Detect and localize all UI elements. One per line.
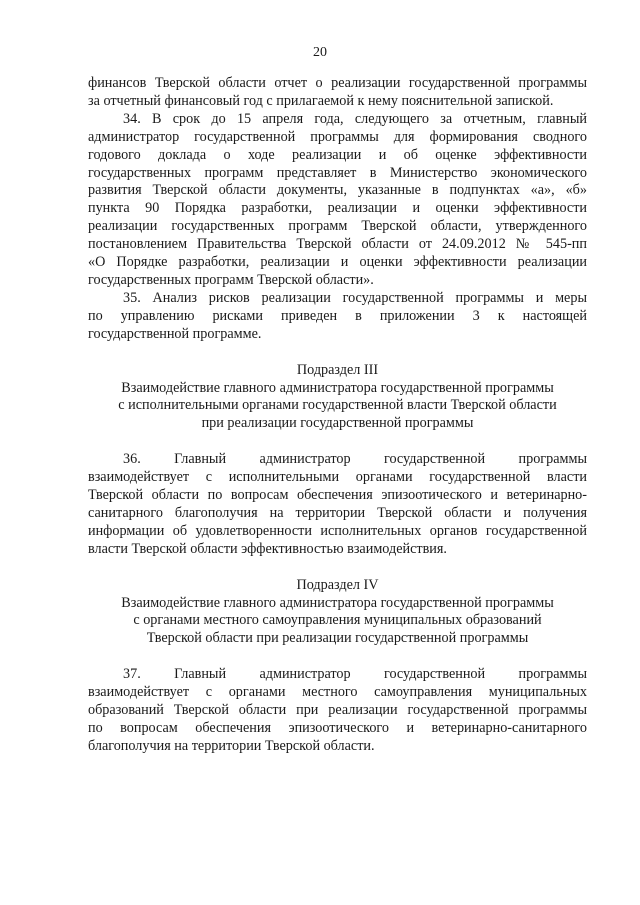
subsection-heading-3 xyxy=(88,362,587,434)
text-line: Тверской области по вопросам обеспечения эпизоотического и ветеринарно- xyxy=(88,487,587,504)
spacer xyxy=(88,433,587,451)
paragraph-continuation xyxy=(88,75,587,111)
text-line: власти Тверской области эффективностью взаимодействия. xyxy=(88,540,447,557)
text-line: санитарного благополучия на территории Тверской области и получения xyxy=(88,504,587,521)
page-number: 20 xyxy=(313,45,327,60)
paragraph-item-35 xyxy=(88,290,587,344)
subsection-title: Подраздел IV xyxy=(296,576,379,593)
text-line: взаимодействует с исполнительными органами государственной власти xyxy=(88,469,587,486)
text-line: финансов Тверской области отчет о реализации государственной программы xyxy=(88,75,587,91)
text-line: государственной программе. xyxy=(88,325,262,342)
text-line: годового доклада о ходе реализации и об оценке эффективности xyxy=(88,146,587,163)
text-line: по управлению рисками приведен в приложении 3 к настоящей xyxy=(88,307,587,324)
text-line: информации об удовлетворенности исполнительных органов государственной xyxy=(88,522,587,539)
text-line: 37. Главный администратор государственной программы xyxy=(123,666,587,683)
spacer xyxy=(88,344,587,362)
text-line: развития Тверской области документы, указанные в подпунктах «а», «б» xyxy=(88,182,587,199)
text-line: пункта 90 Порядка разработки, реализации и оценки эффективности xyxy=(88,200,587,217)
text-line: образований Тверской области при реализации государственной программы xyxy=(88,702,587,719)
text-line: государственных программ представляет в Министерство экономического xyxy=(88,164,587,181)
subsection-heading-line: при реализации государственной программы xyxy=(201,415,474,432)
paragraph-item-34 xyxy=(88,111,587,290)
text-line: благополучия на территории Тверской области. xyxy=(88,737,375,754)
text-line: по вопросам обеспечения эпизоотического и ветеринарно-санитарного xyxy=(88,720,587,736)
text-line: администратор государственной программы для формирования сводного xyxy=(88,128,587,145)
subsection-heading-line: Тверской области при реализации государственной программы xyxy=(146,630,529,647)
spacer xyxy=(88,648,587,666)
text-line: 34. В срок до 15 апреля года, следующего за отчетным, главный xyxy=(123,110,587,127)
spacer xyxy=(88,559,587,577)
paragraph-item-37 xyxy=(88,666,587,756)
subsection-heading-4 xyxy=(88,577,587,649)
text-line: постановлением Правительства Тверской области от 24.09.2012 № 545-пп xyxy=(88,236,587,253)
text-line: 35. Анализ рисков реализации государственной программы и меры xyxy=(123,289,587,306)
subsection-heading-line: Взаимодействие главного администратора государственной программы xyxy=(121,594,554,611)
subsection-heading-line: с исполнительными органами государственной власти Тверской области xyxy=(118,397,557,414)
text-line: за отчетный финансовый год с прилагаемой к нему пояснительной запиской. xyxy=(88,92,554,109)
document-body xyxy=(88,75,587,756)
text-line: государственных программ Тверской области». xyxy=(88,271,374,288)
paragraph-item-36 xyxy=(88,451,587,558)
subsection-heading-line: Взаимодействие главного администратора государственной программы xyxy=(121,379,554,396)
subsection-heading-line: с органами местного самоуправления муниципальных образований xyxy=(133,612,542,629)
text-line: взаимодействует с органами местного самоуправления муниципальных xyxy=(88,684,587,701)
text-line: реализации государственных программ Тверской области, утвержденного xyxy=(88,218,587,235)
text-line: 36. Главный администратор государственной программы xyxy=(123,451,587,468)
text-line: «О Порядке разработки, реализации и оценки эффективности реализации xyxy=(88,254,587,271)
subsection-title: Подраздел III xyxy=(296,361,379,378)
